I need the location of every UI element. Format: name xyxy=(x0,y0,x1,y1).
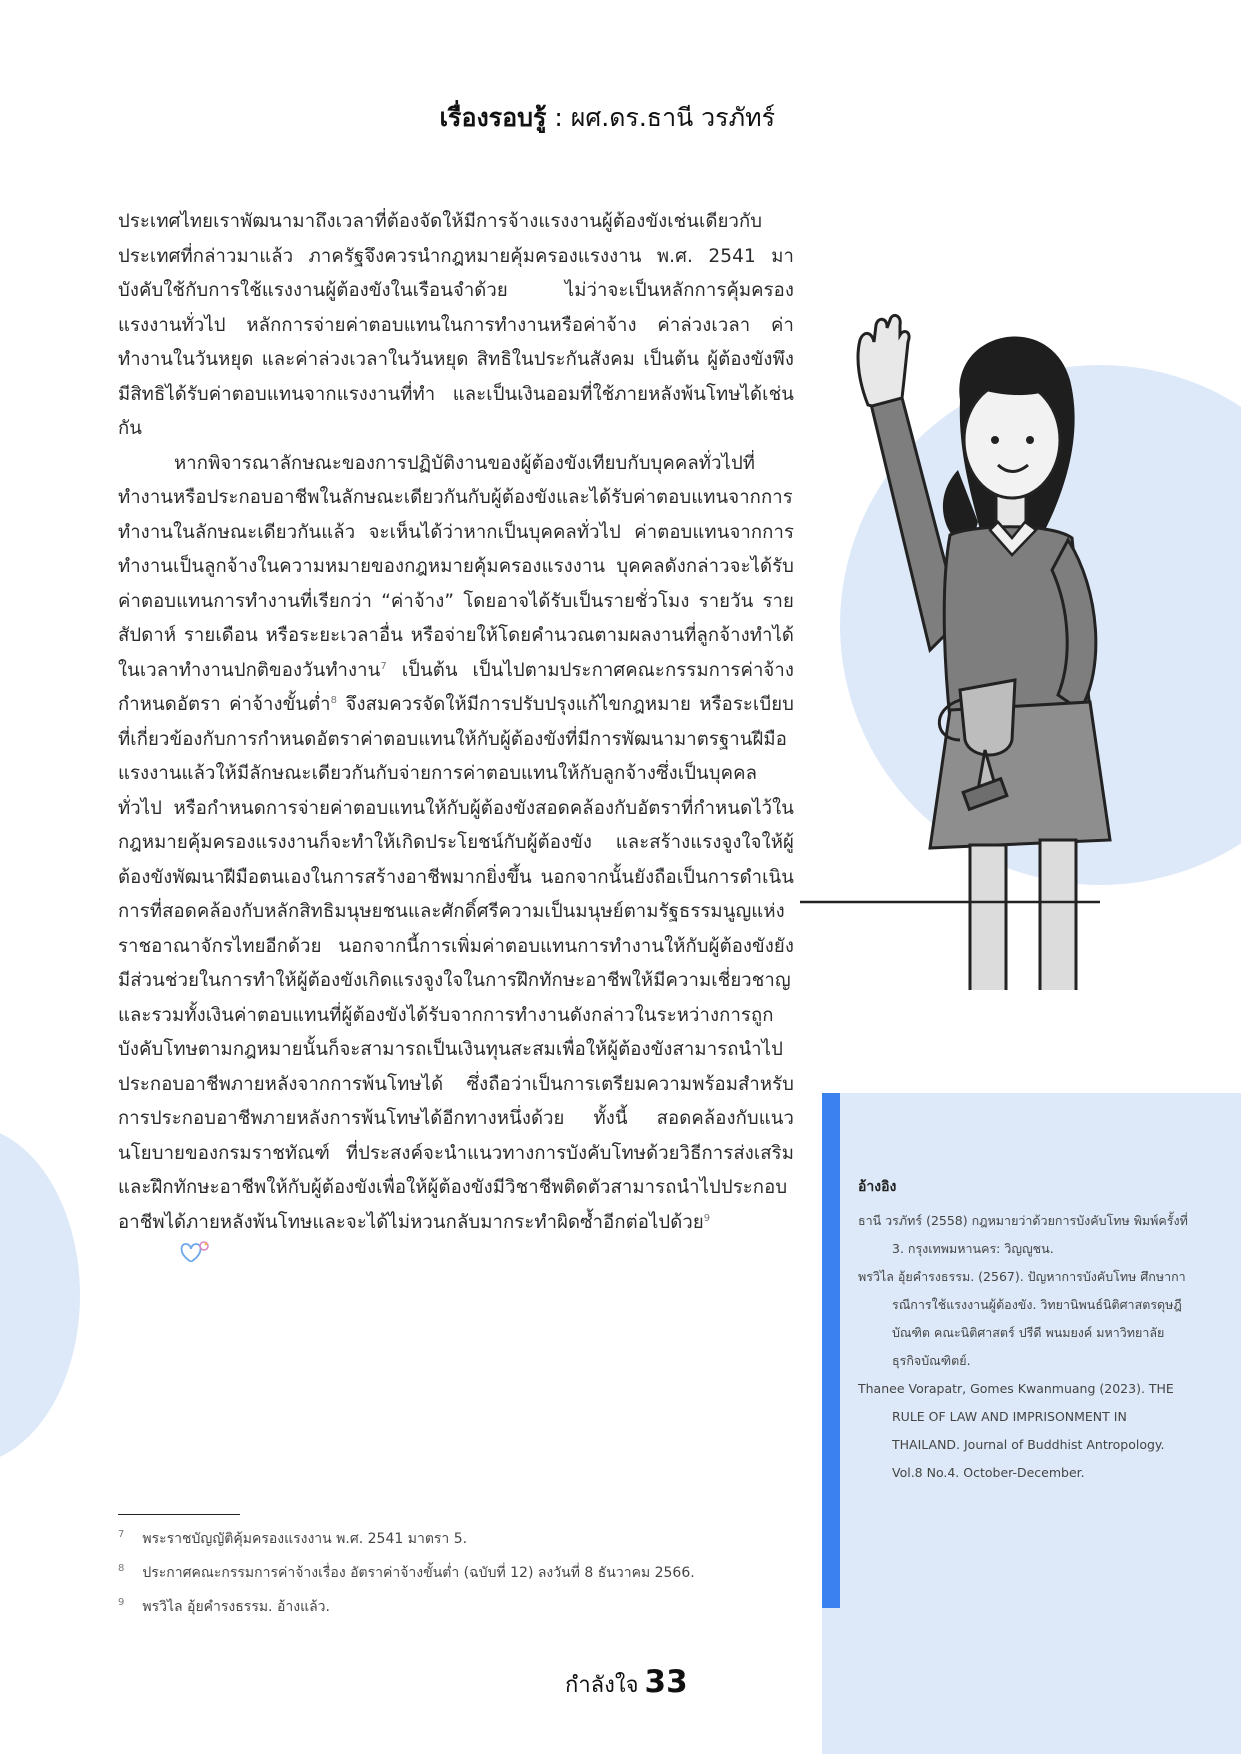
byline xyxy=(439,98,775,138)
references-list xyxy=(858,1173,1188,1487)
footnote-9-text: พรวิไล อุ้ยคำรงธรรม. อ้างแล้ว. xyxy=(142,1599,330,1615)
references-title: อ้างอิง xyxy=(858,1179,897,1195)
byline-author: ผศ.ดร.ธานี วรภัทร์ xyxy=(570,103,775,132)
footnote-ref-7: 7 xyxy=(380,660,387,672)
footnote-ref-9: 9 xyxy=(703,1212,711,1224)
footnote-8-text: ประกาศคณะกรรมการค่าจ้างเรื่อง อัตราค่าจ้างขั้นต่ำ (ฉบับที่ 12) ลงวันที่ 8 ธันวาคม 2566. xyxy=(142,1565,695,1581)
page-number: 33 xyxy=(644,1664,688,1700)
byline-label: เรื่องรอบรู้ xyxy=(439,103,547,132)
paragraph-2-text-c: จึงสมควรจัดให้มีการปรับปรุงแก้ไขกฎหมาย หรือระเบียบที่เกี่ยวข้องกับการกำหนดอัตราค่าตอบแทนให้กับผู้ต้องขังที่มีการพัฒนามาตรฐานฝีมือแรงงานแล้วให้มีลักษณะเดียวกันกับจ่ายการค่าตอบแทนให้กับลูกจ้างซึ่งเป็นบุคคลทั่วไป หรือกำหนดการจ่ายค่าตอบแทนให้กับผู้ต้องขังสอดคล้องกับอัตราที่กำหนดไว้ในกฎหมายคุ้มครองแรงงานก็จะทำให้เกิดประโยชน์กับผู้ต้องขัง และสร้างแรงจูงใจให้ผู้ต้องขังพัฒนาฝีมือตนเองในการสร้างอาชีพมากยิ่งขึ้น นอกจากนั้นยังถือเป็นการดำเนินการที่สอดคล้องกับหลักสิทธิมนุษยชนและศักดิ์ศรีความเป็นมนุษย์ตามรัฐธรรมนูญแห่งราชอาณาจักรไทยอีกด้วย นอกจากนี้การเพิ่มค่าตอบแทนการทำงานให้กับผู้ต้องขังยังมีส่วนช่วยในการทำให้ผู้ต้องขังเกิดแรงจูงใจในการฝึกทักษะอาชีพให้มีความเชี่ยวชาญและรวมทั้งเงินค่าตอบแทนที่ผู้ต้องขังได้รับจากการทำงานดังกล่าวในระหว่างการถูกบังคับโทษตามกฎหมายนั้นก็จะสามารถเป็นเงินทุนสะสมเพื่อให้ผู้ต้องขังสามารถนำไปประกอบอาชีพภายหลังจากการพ้นโทษได้ ซึ่งถือว่าเป็นการเตรียมความพร้อมสำหรับการประกอบอาชีพภายหลังการพ้นโทษได้อีกทางหนึ่งด้วย ทั้งนี้ สอดคล้องกับแนวนโยบายของกรมราชทัณฑ์ ที่ประสงค์จะนำแนวทางการบังคับโทษด้วยวิธีการส่งเสริมและฝึกทักษะอาชีพให้กับผู้ต้องขังเพื่อให้ผู้ต้องขังมีวิชาชีพติดตัวสามารถนำไปประกอบอาชีพได้ภายหลังพ้นโทษและจะได้ไม่หวนกลับมากระทำผิดซ้ำอีกต่อไปด้วย xyxy=(118,694,794,1233)
footnote-9-number: 9 xyxy=(118,1597,125,1609)
footnote-ref-8: 8 xyxy=(330,694,338,706)
references-accent-bar xyxy=(822,1093,840,1608)
byline-separator: : xyxy=(546,103,571,132)
paragraph-2-text-b: เป็นต้น เป็นไปตามประกาศคณะกรรมการค่าจ้าง กำหนดอัตรา ค่าจ้างขั้นต่ำ xyxy=(118,659,794,715)
article-paragraph-2 xyxy=(118,447,794,1275)
reference-entry: Thanee Vorapatr, Gomes Kwanmuang (2023). THE RULE OF LAW AND IMPRISONMENT IN THAILAND. Journal of Buddhist Antropology. Vol.8 No.4. October-December. xyxy=(858,1381,1174,1480)
article-body xyxy=(118,205,794,1275)
footnote-9 xyxy=(118,1596,808,1618)
reference-entry: ธานี วรภัทร์ (2558) กฎหมายว่าด้วยการบังคับโทษ พิมพ์ครั้งที่ 3. กรุงเทพมหานคร: วิญญูชน. xyxy=(858,1213,1188,1256)
footnote-divider xyxy=(118,1514,240,1515)
footnote-8 xyxy=(118,1562,808,1584)
heart-logo-icon xyxy=(122,1240,210,1275)
magazine-name: กำลังใจ xyxy=(565,1673,639,1698)
footnote-8-number: 8 xyxy=(118,1563,125,1575)
article-paragraph-1: ประเทศไทยเราพัฒนามาถึงเวลาที่ต้องจัดให้มีการจ้างแรงงานผู้ต้องขังเช่นเดียวกับประเทศที่กล่าวมาแล้ว ภาครัฐจึงควรนำกฎหมายคุ้มครองแรงงาน พ.ศ. 2541 มาบังคับใช้กับการใช้แรงงานผู้ต้องขังในเรือนจำด้วย ไม่ว่าจะเป็นหลักการคุ้มครองแรงงานทั่วไป หลักการจ่ายค่าตอบแทนในการทำงานหรือค่าจ้าง ค่าล่วงเวลา ค่าทำงานในวันหยุด และค่าล่วงเวลาในวันหยุด สิทธิในประกันสังคม เป็นต้น ผู้ต้องขังพึงมีสิทธิได้รับค่าตอบแทนจากแรงงานที่ทำ และเป็นเงินออมที่ใช้ภายหลังพ้นโทษได้เช่นกัน xyxy=(118,211,794,439)
reference-entry: พรวิไล อุ้ยคำรงธรรม. (2567). ปัญหาการบังคับโทษ ศึกษาการณีการใช้แรงงานผู้ต้องขัง. วิทยานิพนธ์นิติศาสตรดุษฎีบัณฑิต คณะนิติศาสตร์ ปรีดี พนมยงค์ มหาวิทยาลัยธุรกิจบัณฑิตย์. xyxy=(858,1269,1186,1368)
woman-with-trophy-illustration xyxy=(800,290,1160,990)
footnote-7 xyxy=(118,1528,808,1550)
paragraph-2-text-a: หากพิจารณาลักษณะของการปฏิบัติงานของผู้ต้องขังเทียบกับบุคคลทั่วไปที่ทำงานหรือประกอบอาชีพในลักษณะเดียวกันกับผู้ต้องขังและได้รับค่าตอบแทนจากการทำงานในลักษณะเดียวกันแล้ว จะเห็นได้ว่าหากเป็นบุคคลทั่วไป ค่าตอบแทนจากการทำงานเป็นลูกจ้างในความหมายของกฎหมายคุ้มครองแรงงาน บุคคลดังกล่าวจะได้รับค่าตอบแทนการทำงานที่เรียกว่า “ค่าจ้าง” โดยอาจได้รับเป็นรายชั่วโมง รายวัน รายสัปดาห์ รายเดือน หรือระยะเวลาอื่น หรือจ่ายให้โดยคำนวณตามผลงานที่ลูกจ้างทำได้ในเวลาทำงานปกติของวันทำงาน xyxy=(118,452,794,681)
footnote-7-number: 7 xyxy=(118,1529,125,1541)
footnote-7-text: พระราชบัญญัติคุ้มครองแรงงาน พ.ศ. 2541 มาตรา 5. xyxy=(142,1531,468,1547)
page-footer xyxy=(565,1664,688,1702)
decorative-circle-left xyxy=(0,1125,80,1465)
